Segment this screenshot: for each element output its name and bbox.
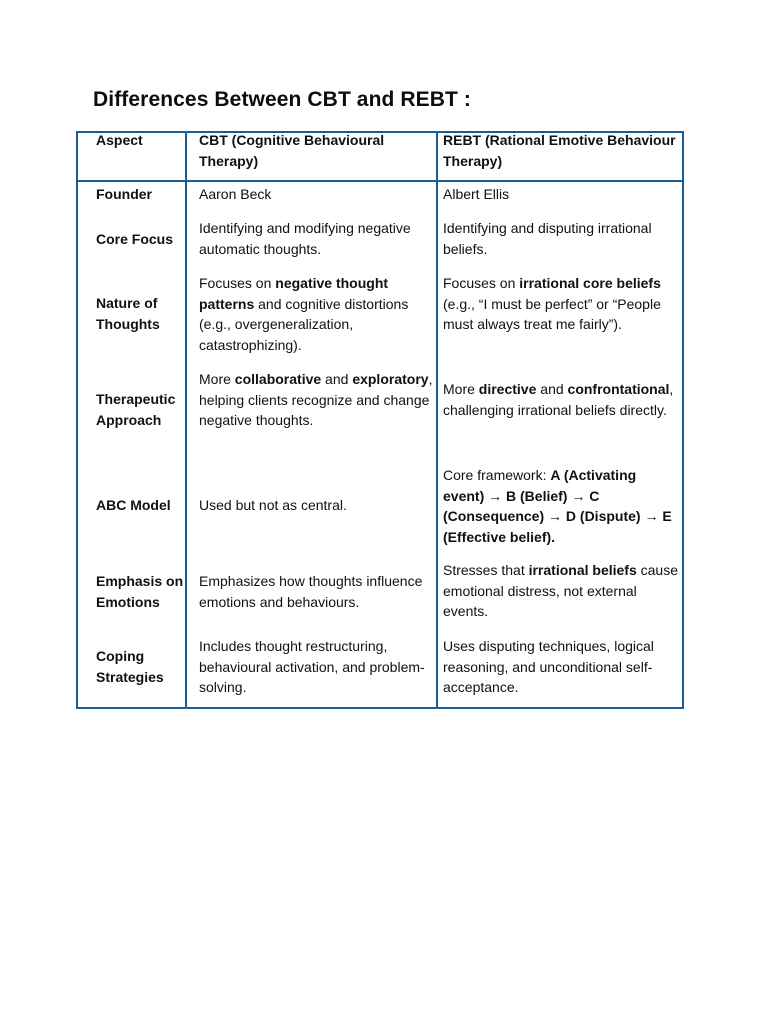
rebt-founder: Albert Ellis (443, 186, 510, 202)
aspect-founder: Founder (96, 186, 152, 202)
aspect-core-focus: Core Focus (96, 231, 174, 247)
rebt-emphasis-on-emotions: Stresses that irrational beliefs cause emotional distress, not external events. (443, 562, 678, 619)
aspect-coping-strategies: Coping Strategies (96, 648, 164, 685)
header-divider (76, 180, 684, 182)
rebt-core-focus: Identifying and disputing irrational beliefs. (443, 220, 652, 257)
cbt-emphasis-on-emotions: Emphasizes how thoughts influence emotions and behaviours. (199, 573, 423, 610)
header-cbt: CBT (Cognitive Behavioural Therapy) (199, 132, 385, 169)
page-title: Differences Between CBT and REBT : (93, 88, 471, 111)
header-rebt: REBT (Rational Emotive Behaviour Therapy) (443, 132, 676, 169)
rebt-therapeutic-approach: More directive and confrontational, challenging irrational beliefs directly. (443, 381, 674, 418)
aspect-nature-of-thoughts: Nature of Thoughts (96, 295, 160, 332)
rebt-nature-of-thoughts: Focuses on irrational core beliefs (e.g., “I must be perfect” or “People must always treat me fairly”). (443, 275, 661, 332)
header-aspect: Aspect (96, 132, 143, 148)
cbt-nature-of-thoughts: Focuses on negative thought patterns and cognitive distortions (e.g., overgeneralization, catastrophizing). (199, 275, 409, 353)
aspect-emphasis-on-emotions: Emphasis on Emotions (96, 573, 184, 610)
cbt-core-focus: Identifying and modifying negative automatic thoughts. (199, 220, 411, 257)
aspect-abc-model: ABC Model (96, 497, 171, 513)
aspect-therapeutic-approach: Therapeutic Approach (96, 391, 176, 428)
cbt-therapeutic-approach: More collaborative and exploratory, helping clients recognize and change negative thoughts. (199, 371, 433, 428)
cbt-coping-strategies: Includes thought restructuring, behavioural activation, and problem-solving. (199, 638, 425, 695)
cbt-founder: Aaron Beck (199, 186, 272, 202)
rebt-coping-strategies: Uses disputing techniques, logical reasoning, and unconditional self-acceptance. (443, 638, 654, 695)
rebt-abc-model: Core framework: A (Activating event) → B (Belief) → C (Consequence) → D (Dispute) → E (Effective belief). (443, 467, 672, 545)
cbt-abc-model: Used but not as central. (199, 497, 347, 513)
